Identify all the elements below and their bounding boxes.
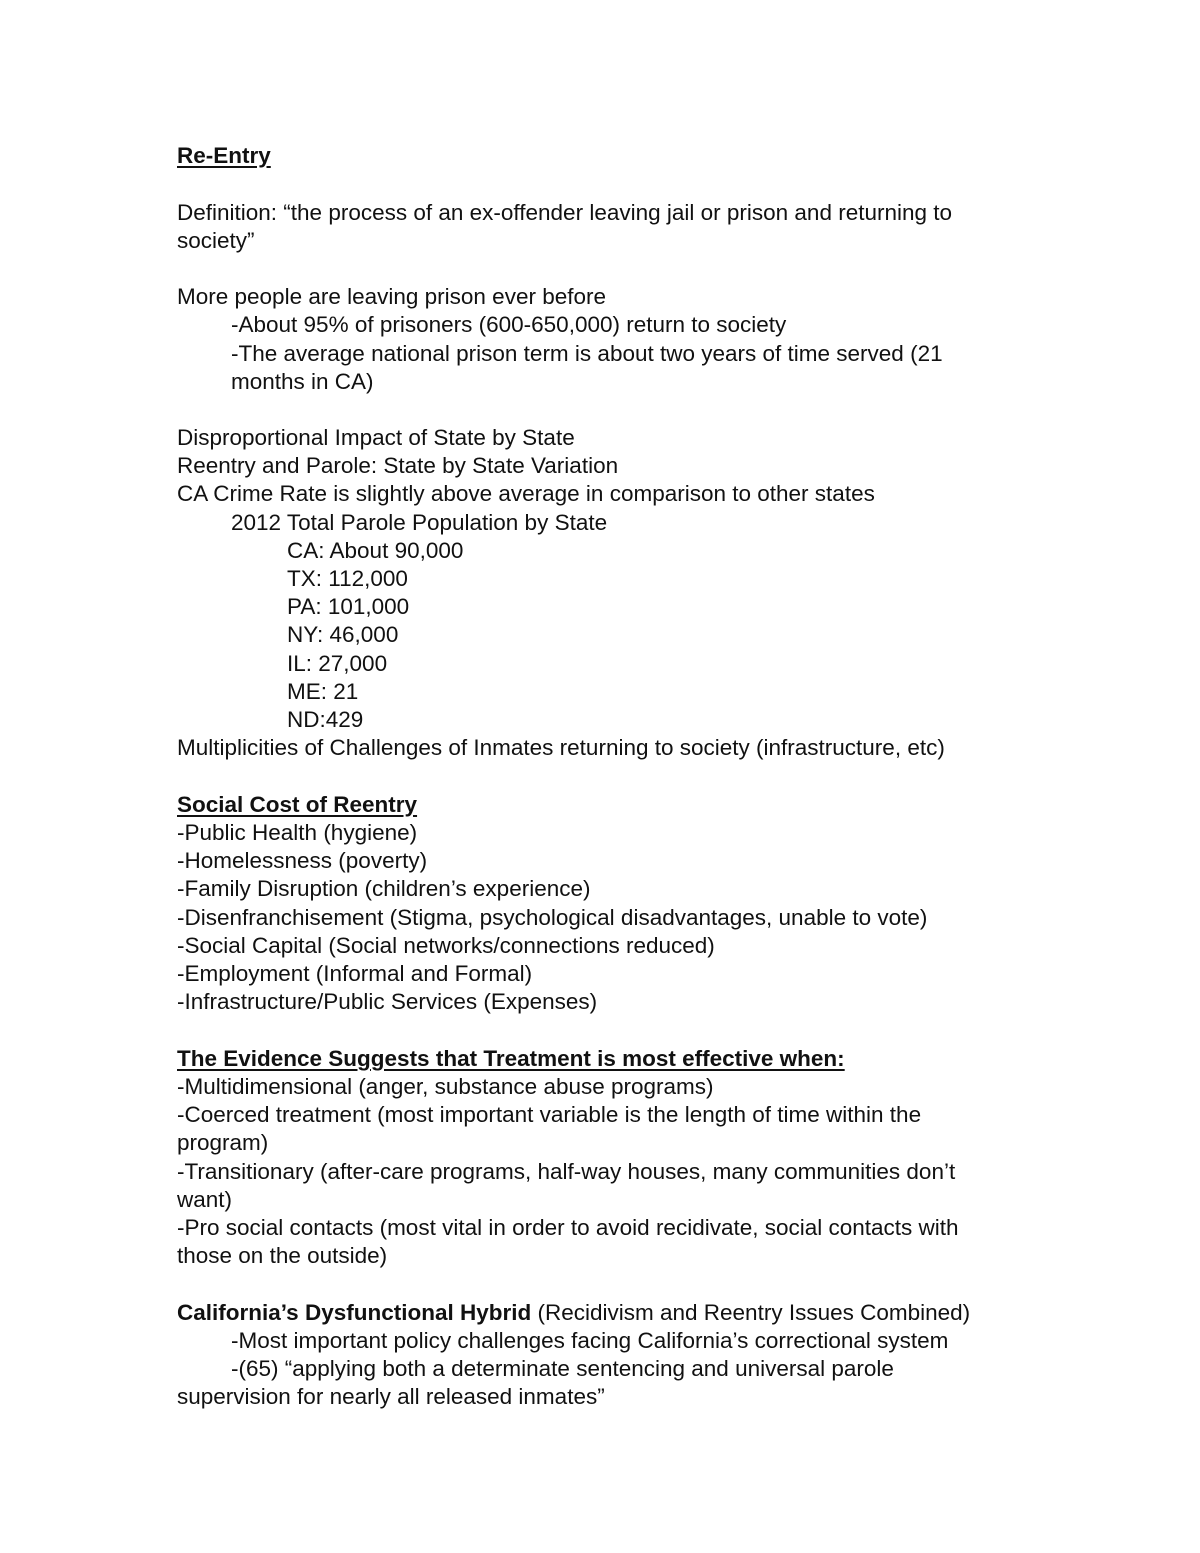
- page-title: Re-Entry: [177, 143, 271, 168]
- social-cost-item: -Employment (Informal and Formal): [177, 961, 533, 986]
- definition-line-1: Definition: “the process of an ex-offender leaving jail or prison and returning to: [177, 200, 953, 225]
- evidence-line: -Multidimensional (anger, substance abuse programs): [177, 1074, 714, 1099]
- parole-heading: 2012 Total Parole Population by State: [231, 510, 608, 535]
- hybrid-point-2: -(65) “applying both a determinate sentencing and universal parole: [231, 1356, 894, 1381]
- evidence-line: program): [177, 1130, 269, 1155]
- hybrid-heading-bold: California’s Dysfunctional Hybrid: [177, 1300, 532, 1325]
- evidence-line: -Pro social contacts (most vital in order to avoid recidivate, social contacts with: [177, 1215, 959, 1240]
- parole-item-nd: ND:429: [287, 707, 364, 732]
- parole-item-me: ME: 21: [287, 679, 359, 704]
- leaving-prison-point-2: -The average national prison term is about two years of time served (21: [231, 341, 943, 366]
- parole-item-ny: NY: 46,000: [287, 622, 399, 647]
- state-impact-line-3: CA Crime Rate is slightly above average in comparison to other states: [177, 481, 875, 506]
- social-cost-item: -Family Disruption (children’s experience): [177, 876, 591, 901]
- hybrid-heading-rest: (Recidivism and Reentry Issues Combined): [531, 1300, 971, 1325]
- leaving-prison-point-1: -About 95% of prisoners (600-650,000) return to society: [231, 312, 787, 337]
- social-cost-item: -Disenfranchisement (Stigma, psychological disadvantages, unable to vote): [177, 905, 928, 930]
- social-cost-item: -Social Capital (Social networks/connections reduced): [177, 933, 715, 958]
- challenges-line: Multiplicities of Challenges of Inmates returning to society (infrastructure, etc): [177, 735, 945, 760]
- social-cost-item: -Infrastructure/Public Services (Expenses): [177, 989, 598, 1014]
- state-impact-line-2: Reentry and Parole: State by State Variation: [177, 453, 619, 478]
- hybrid-point-2-cont: supervision for nearly all released inmates”: [177, 1384, 605, 1409]
- evidence-line: want): [177, 1187, 233, 1212]
- parole-item-pa: PA: 101,000: [287, 594, 410, 619]
- evidence-line: -Transitionary (after-care programs, half-way houses, many communities don’t: [177, 1159, 956, 1184]
- parole-item-il: IL: 27,000: [287, 651, 388, 676]
- definition-line-2: society”: [177, 228, 255, 253]
- social-cost-item: -Public Health (hygiene): [177, 820, 418, 845]
- hybrid-point-1: -Most important policy challenges facing California’s correctional system: [231, 1328, 949, 1353]
- hybrid-heading: [177, 1299, 970, 1327]
- parole-item-ca: CA: About 90,000: [287, 538, 464, 563]
- evidence-line: -Coerced treatment (most important variable is the length of time within the: [177, 1102, 922, 1127]
- state-impact-line-1: Disproportional Impact of State by State: [177, 425, 575, 450]
- parole-item-tx: TX: 112,000: [287, 566, 408, 591]
- social-cost-item: -Homelessness (poverty): [177, 848, 428, 873]
- leaving-prison-point-2-cont: months in CA): [231, 369, 374, 394]
- evidence-line: those on the outside): [177, 1243, 388, 1268]
- leaving-prison-heading: More people are leaving prison ever before: [177, 284, 607, 309]
- social-cost-heading: Social Cost of Reentry: [177, 792, 418, 817]
- evidence-heading: The Evidence Suggests that Treatment is most effective when:: [177, 1046, 845, 1071]
